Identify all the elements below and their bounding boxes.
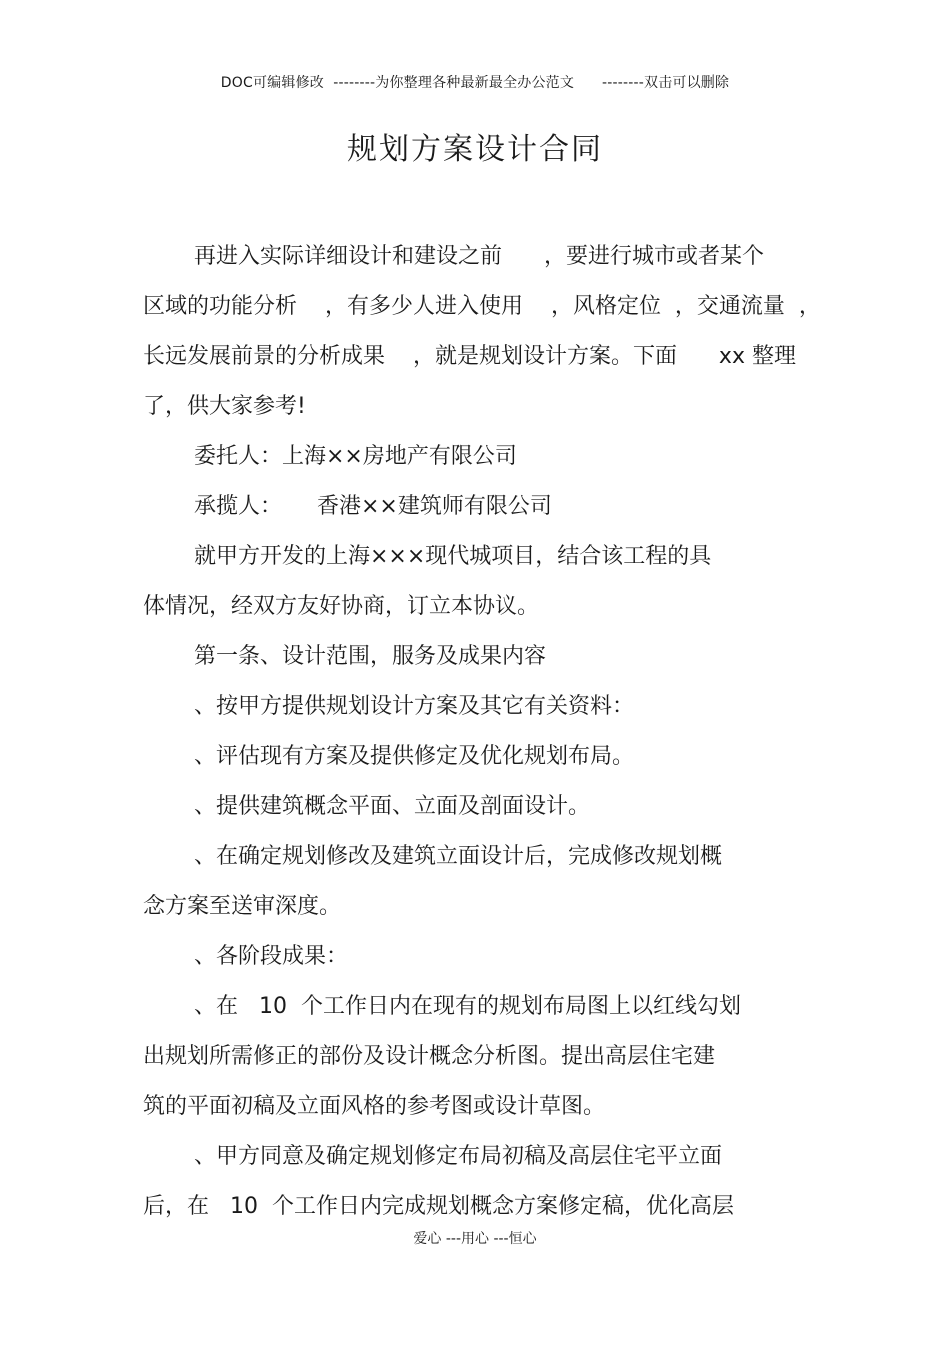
paragraph-line: 长远发展前景的分析成果 ，就是规划设计方案。下面 xx 整理 [143,344,796,369]
list-item: 、在 10 个工作日内在现有的规划布局图上以红线勾划 [194,994,741,1019]
list-item-continuation: 筑的平面初稿及立面风格的参考图或设计草图。 [143,1094,606,1119]
contractor-line: 承揽人： 香港××建筑师有限公司 [194,494,552,519]
page-header: DOC可编辑修改 --------为你整理各种最新最全办公范文 --------双击可以删除 [220,75,730,91]
list-item-continuation: 出规划所需修正的部份及设计概念分析图。提出高层住宅建 [143,1044,716,1069]
paragraph-line: 了，供大家参考! [143,394,306,419]
list-item: 、甲方同意及确定规划修定布局初稿及高层住宅平立面 [194,1144,723,1169]
page-footer: 爱心 ---用心 ---恒心 [413,1231,537,1247]
list-item-continuation: 后，在 10 个工作日内完成规划概念方案修定稿，优化高层 [143,1194,734,1219]
paragraph-line: 体情况，经双方友好协商，订立本协议。 [143,594,540,619]
section-heading: 第一条、设计范围，服务及成果内容 [194,644,547,669]
list-item: 、评估现有方案及提供修定及优化规划布局。 [194,744,635,769]
paragraph-line: 再进入实际详细设计和建设之前 ，要进行城市或者某个 [194,244,764,269]
paragraph-line: 区域的功能分析 ，有多少人进入使用 ，风格定位 ，交通流量 ， [143,294,821,319]
client-line: 委托人：上海××房地产有限公司 [194,444,517,469]
list-item: 、各阶段成果： [194,944,349,969]
paragraph-line: 就甲方开发的上海×××现代城项目，结合该工程的具 [194,544,712,569]
list-item-continuation: 念方案至送审深度。 [143,894,342,919]
document-title: 规划方案设计合同 [347,132,603,167]
list-item: 、在确定规划修改及建筑立面设计后，完成修改规划概 [194,844,723,869]
list-item: 、提供建筑概念平面、立面及剖面设计。 [194,794,591,819]
list-item: 、按甲方提供规划设计方案及其它有关资料： [194,694,635,719]
